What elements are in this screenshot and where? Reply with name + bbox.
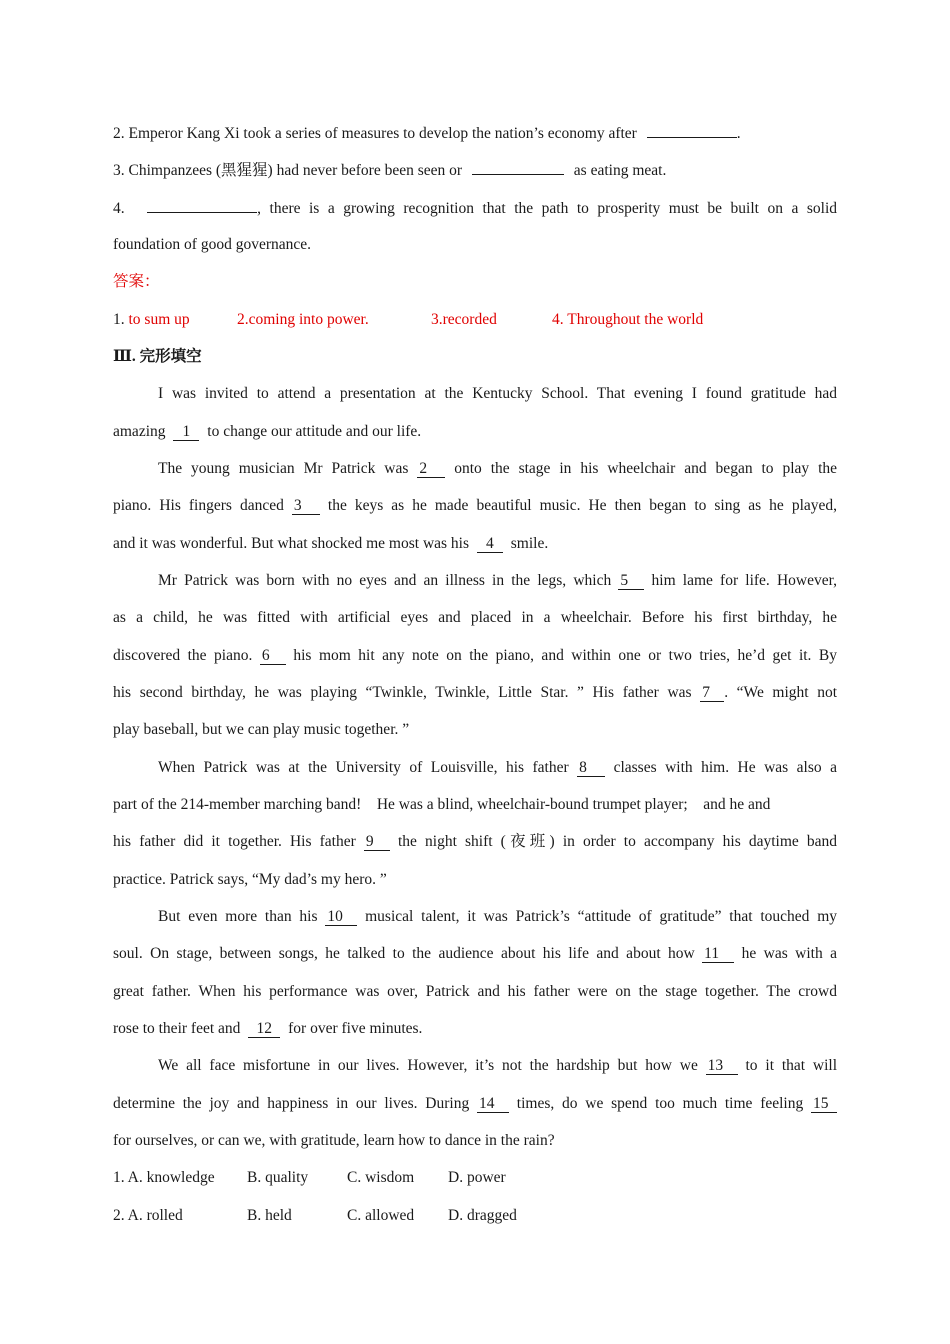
answer-4: 4. Throughout the world — [552, 311, 704, 328]
passage-line: We all face misfortune in our lives. However, it’s not the hardship but how we 13 to it that will — [158, 1057, 837, 1074]
passage-line: play baseball, but we can play music together. ” — [113, 721, 410, 738]
sentence-4-text: , there is a growing recognition that the path to prosperity must be built on a solid — [257, 200, 838, 217]
blank-number: 7 — [700, 684, 724, 702]
passage-line: his father did it together. His father 9 the night shift (夜班) in order to accompany his daytime band — [113, 833, 838, 850]
answer-blank — [147, 198, 257, 213]
answer-1: to sum up — [128, 311, 190, 328]
option-d: D. power — [448, 1169, 506, 1186]
blank-number: 3 — [292, 497, 320, 515]
sentence-4-continued: foundation of good governance. — [113, 236, 311, 253]
passage-line: rose to their feet and 12 for over five minutes. — [113, 1020, 423, 1037]
blank-number: 12 — [248, 1020, 280, 1038]
sentence-2-text: 2. Emperor Kang Xi took a series of measures to develop the nation’s economy after — [113, 125, 637, 142]
blank-number: 5 — [618, 572, 644, 590]
blank-number: 14 — [477, 1095, 509, 1113]
option-c: C. wisdom — [347, 1169, 415, 1186]
passage-line: discovered the piano. 6 his mom hit any note on the piano, and within one or two tries, he’d get it. By — [113, 647, 838, 664]
passage-line: determine the joy and happiness in our lives. During 14 times, do we spend too much time feeling 15 — [113, 1094, 837, 1114]
passage-line: and it was wonderful. But what shocked me most was his 4 smile. — [113, 535, 549, 552]
answer-3: 3.recorded — [431, 311, 497, 328]
sentence-3 — [113, 160, 837, 181]
option-b: B. quality — [247, 1169, 309, 1186]
answer-2: 2.coming into power. — [237, 311, 369, 328]
sentence-2 — [113, 123, 837, 144]
sentence-3-end: as eating meat. — [573, 162, 667, 179]
sentence-4-number: 4. — [113, 200, 125, 217]
passage-line: practice. Patrick says, “My dad’s my hero. ” — [113, 871, 387, 888]
passage-line: his second birthday, he was playing “Twinkle, Twinkle, Little Star. ” His father was 7 . “We might not — [113, 684, 838, 701]
blank-number: 9 — [364, 833, 390, 851]
sentence-2-end: . — [736, 125, 741, 142]
blank-number: 15 — [811, 1095, 837, 1113]
option-c: C. allowed — [347, 1207, 415, 1224]
option-a: 1. A. knowledge — [113, 1169, 215, 1186]
blank-number: 13 — [706, 1057, 738, 1075]
option-d: D. dragged — [448, 1207, 517, 1224]
passage-line: part of the 214-member marching band! He was a blind, wheelchair-bound trumpet player; and he and — [113, 796, 771, 813]
answers-label: 答案： — [113, 273, 160, 290]
passage-line: amazing 1 to change our attitude and our life. — [113, 423, 422, 440]
answer-blank — [472, 160, 564, 175]
passage-line: But even more than his 10 musical talent, it was Patrick’s “attitude of gratitude” that touched my — [158, 908, 838, 925]
passage-line: piano. His fingers danced 3 the keys as he made beautiful music. He then began to sing as he played, — [113, 497, 838, 514]
passage-line: as a child, he was fitted with artificial eyes and placed in a wheelchair. Before his first birthday, he — [113, 609, 837, 626]
option-a: 2. A. rolled — [113, 1207, 183, 1224]
answer-blank — [647, 123, 737, 138]
blank-number: 1 — [173, 423, 199, 441]
passage-line: When Patrick was at the University of Louisville, his father 8 classes with him. He was also a — [158, 759, 837, 776]
blank-number: 2 — [417, 460, 445, 478]
passage-line: soul. On stage, between songs, he talked to the audience about his life and about how 11 he was with a — [113, 945, 838, 962]
passage-line: I was invited to attend a presentation at the Kentucky School. That evening I found gratitude had — [158, 385, 837, 402]
passage-line: for ourselves, or can we, with gratitude, learn how to dance in the rain? — [113, 1132, 555, 1149]
sentence-3-text: 3. Chimpanzees (黑猩猩) had never before been seen or — [113, 162, 463, 179]
section-heading: Ⅲ. 完形填空 — [113, 348, 202, 365]
passage-line: great father. When his performance was over, Patrick and his father were on the stage together. The crowd — [113, 983, 837, 1000]
passage-line: Mr Patrick was born with no eyes and an illness in the legs, which 5 him lame for life. However, — [158, 572, 838, 589]
blank-number: 4 — [477, 535, 503, 553]
sentence-4 — [113, 198, 837, 219]
blank-number: 6 — [260, 647, 286, 665]
passage-line: The young musician Mr Patrick was 2 onto the stage in his wheelchair and began to play the — [158, 460, 838, 477]
option-b: B. held — [247, 1207, 292, 1224]
blank-number: 11 — [702, 945, 734, 963]
blank-number: 10 — [325, 908, 357, 926]
answer-1-number: 1. — [113, 311, 125, 328]
blank-number: 8 — [577, 759, 605, 777]
answers-row — [113, 310, 837, 330]
